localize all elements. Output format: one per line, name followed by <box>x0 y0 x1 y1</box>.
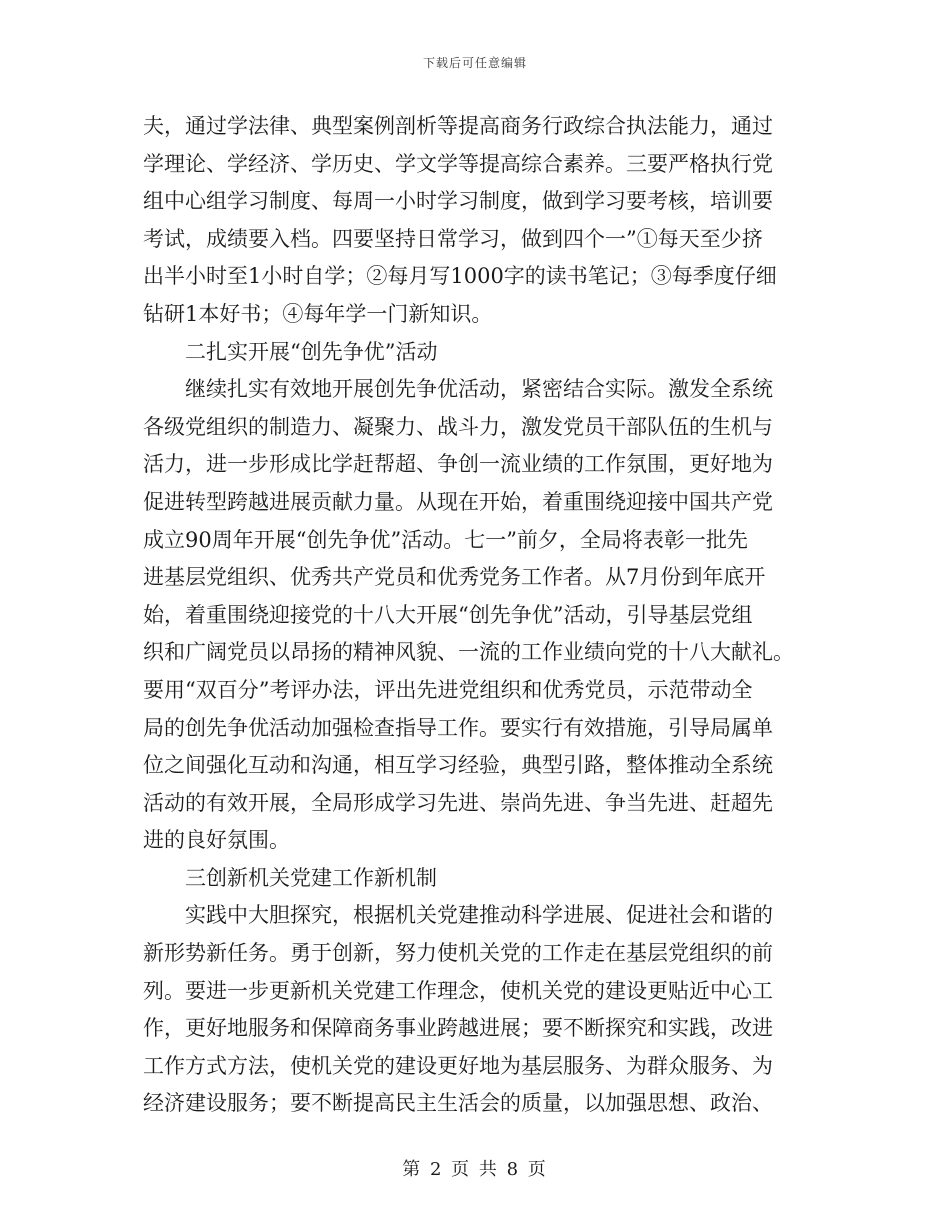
text-line: 活力，进一步形成比学赶帮超、争创一流业绩的工作氛围，更好地为 <box>143 452 773 477</box>
text-line: 考试，成绩要入档。四要坚持日常学习，做到四个一”①每天至少挤 <box>143 226 763 251</box>
text-line: 出半小时至1小时自学；②每月写1000字的读书笔记；③每季度仔细 <box>143 264 777 289</box>
text-line: 活动的有效开展，全局形成学习先进、崇尚先进、争当先进、赶超先 <box>143 790 773 815</box>
text-line: 进基层党组织、优秀共产党员和优秀党务工作者。从7月份到年底开 <box>143 565 766 590</box>
text-line: 钻研1本好书；④每年学一门新知识。 <box>143 301 493 326</box>
text-line: 实践中大胆探究，根据机关党建推动科学进展、促进社会和谐的 <box>185 903 773 928</box>
text-line: 学理论、学经济、学历史、学文学等提高综合素养。三要严格执行党 <box>143 151 773 176</box>
section-heading-2 <box>143 334 813 372</box>
page-header-note: 下载后可任意编辑 <box>422 56 527 70</box>
text-line: 要用“双百分”考评办法，评出先进党组织和优秀党员，示范带动全 <box>143 677 753 702</box>
text-line: 作，更好地服务和保障商务事业跨越进展；要不断探究和实践，改进 <box>143 1016 773 1041</box>
page-number: 第 2 页 共 8 页 <box>402 1159 548 1180</box>
paragraph-chuangxian-zhengyou <box>143 371 813 860</box>
text-line: 位之间强化互动和沟通，相互学习经验，典型引路，整体推动全系统 <box>143 753 773 778</box>
section-heading-3 <box>143 860 813 898</box>
text-line: 列。要进一步更新机关党建工作理念，使机关党的建设更贴近中心工 <box>143 978 773 1003</box>
section-heading-text: 二扎实开展“创先争优”活动 <box>185 339 438 364</box>
text-line: 进的良好氛围。 <box>143 828 290 853</box>
text-line: 织和广阔党员以昂扬的精神风貌、一流的工作业绩向党的十八大献礼。 <box>143 640 794 665</box>
text-line: 经济建设服务；要不断提高民主生活会的质量，以加强思想、政治、 <box>143 1091 773 1116</box>
text-line: 始，着重围绕迎接党的十八大开展“创先争优”活动，引导基层党组 <box>143 602 753 627</box>
paragraph-study-system <box>143 108 813 334</box>
text-line: 成立90周年开展“创先争优”活动。七一”前夕，全局将表彰一批先 <box>143 527 748 552</box>
text-line: 各级党组织的制造力、凝聚力、战斗力，激发党员干部队伍的生机与 <box>143 414 773 439</box>
text-line: 继续扎实有效地开展创先争优活动，紧密结合实际。激发全系统 <box>185 377 773 402</box>
text-line: 组中心组学习制度、每周一小时学习制度，做到学习要考核，培训要 <box>143 189 773 214</box>
text-line: 夫，通过学法律、典型案例剖析等提高商务行政综合执法能力，通过 <box>143 114 773 138</box>
text-line: 新形势新任务。勇于创新，努力使机关党的工作走在基层党组织的前 <box>143 941 773 966</box>
text-line: 工作方式方法，使机关党的建设更好地为基层服务、为群众服务、为 <box>143 1053 773 1078</box>
section-heading-text: 三创新机关党建工作新机制 <box>185 865 437 890</box>
paragraph-party-building-mechanism <box>143 897 813 1123</box>
text-line: 促进转型跨越进展贡献力量。从现在开始，着重围绕迎接中国共产党 <box>143 489 773 514</box>
text-line: 局的创先争优活动加强检查指导工作。要实行有效措施，引导局属单 <box>143 715 773 740</box>
document-body <box>143 108 813 1123</box>
